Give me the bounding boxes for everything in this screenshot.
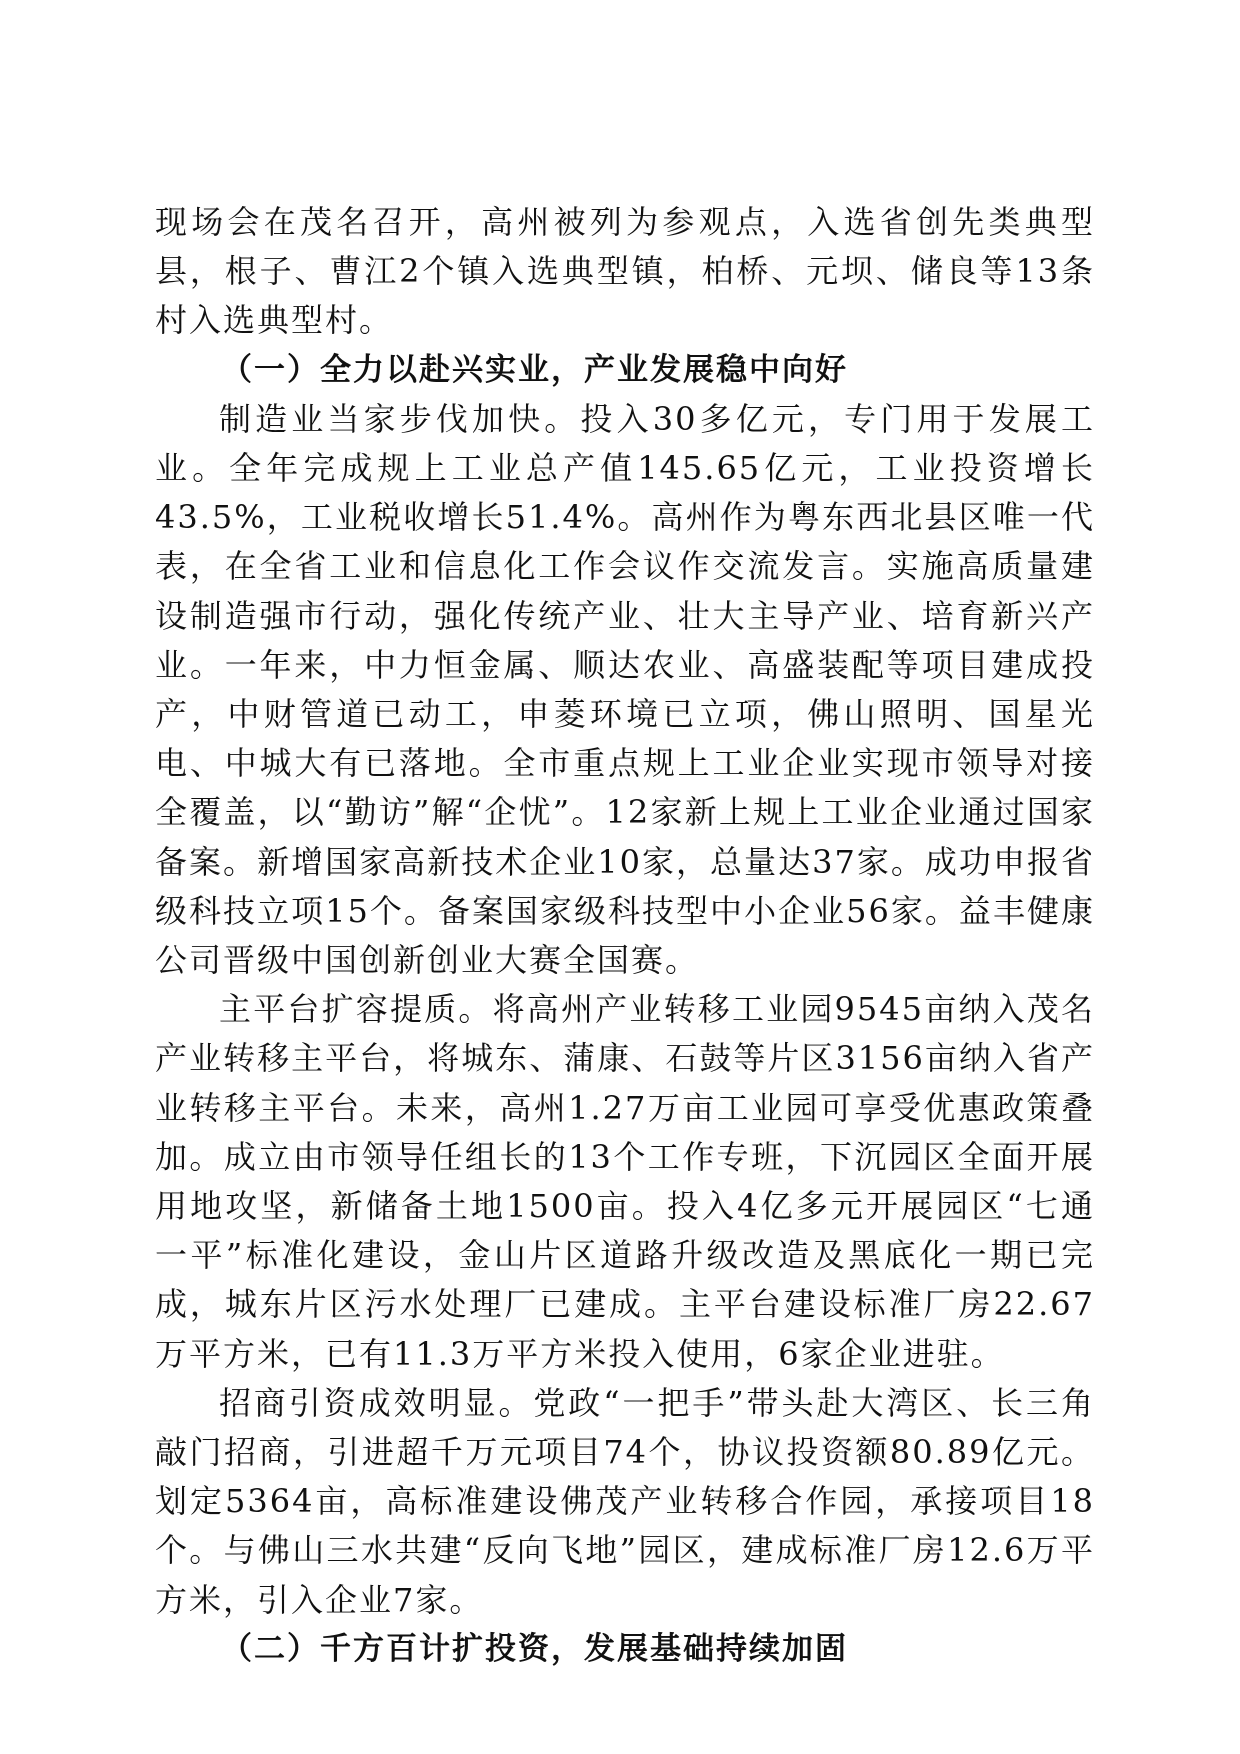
section-heading-2: （二）千方百计扩投资，发展基础持续加固 [221, 1630, 848, 1667]
paragraph-continuation: 现场会在茂名召开，高州被列为参观点，入选省创先类典型县，根子、曹江2个镇入选典型镇，柏桥、元坝、储良等13条村入选典型村。 [155, 203, 1095, 340]
paragraph-manufacturing: 制造业当家步伐加快。投入30多亿元，专门用于发展工业。全年完成规上工业总产值145.65亿元，工业投资增长43.5%，工业税收增长51.4%。高州作为粤东西北县区唯一代表，在全省工业和信息化工作会议作交流发言。实施高质量建设制造强市行动，强化传统产业、壮大主导产业、培育新兴产业。一年来，中力恒金属、顺达农业、高盛装配等项目建成投产，中财管道已动工，申菱环境已立项，佛山照明、国星光电、中城大有已落地。全市重点规上工业企业实现市领导对接全覆盖，以“勤访”解“企忧”。12家新上规上工业企业通过国家备案。新增国家高新技术企业10家，总量达37家。成功申报省级科技立项15个。备案国家级科技型中小企业56家。益丰健康公司晋级中国创新创业大赛全国赛。 [155, 399, 1095, 980]
paragraph-investment-attraction: 招商引资成效明显。党政“一把手”带头赴大湾区、长三角敲门招商，引进超千万元项目74个，协议投资额80.89亿元。划定5364亩，高标准建设佛茂产业转移合作园，承接项目18个。与佛山三水共建“反向飞地”园区，建成标准厂房12.6万平方米，引入企业7家。 [155, 1383, 1095, 1619]
section-heading-1: （一）全力以赴兴实业，产业发展稳中向好 [221, 351, 848, 388]
paragraph-main-platform: 主平台扩容提质。将高州产业转移工业园9545亩纳入茂名产业转移主平台，将城东、蒲康、石鼓等片区3156亩纳入省产业转移主平台。未来，高州1.27万亩工业园可享受优惠政策叠加。成立由市领导任组长的13个工作专班，下沉园区全面开展用地攻坚，新储备土地1500亩。投入4亿多元开展园区“七通一平”标准化建设，金山片区道路升级改造及黑底化一期已完成，城东片区污水处理厂已建成。主平台建设标准厂房22.67万平方米，已有11.3万平方米投入使用，6家企业进驻。 [155, 990, 1095, 1373]
document-body [155, 198, 1095, 1674]
